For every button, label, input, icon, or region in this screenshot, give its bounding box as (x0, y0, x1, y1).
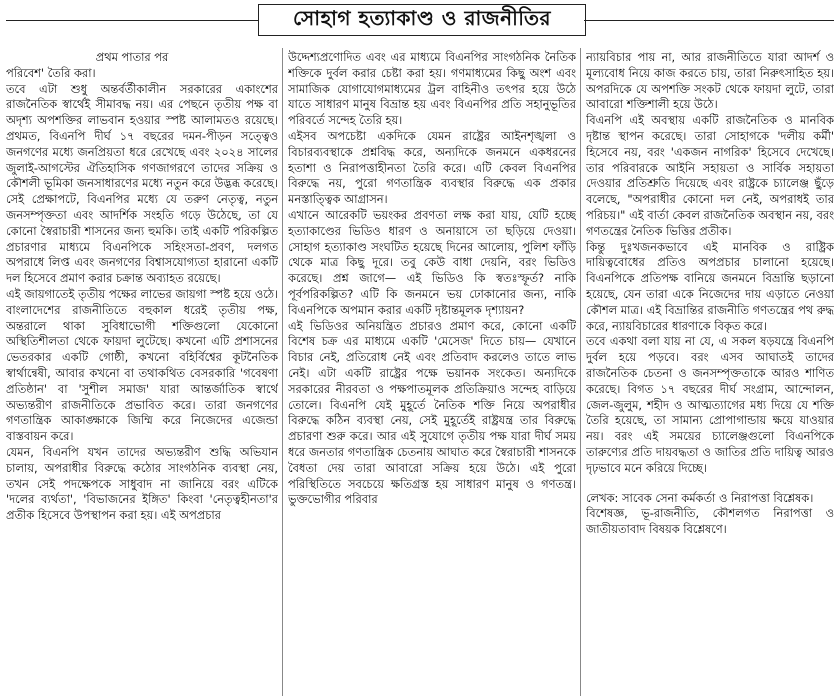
headline-banner (0, 4, 840, 38)
paragraph: উদ্দেশ্যপ্রণোদিত এবং এর মাধ্যমে বিএনপির সাংগঠনিক নৈতিক শক্তিকে দুর্বল করার চেষ্টা করা হয়। গণমাধ্যমের কিছু অংশ এবং সামাজিক যোগাযোগমাধ্যমের ট্রল বাহিনীও তৎপর হয়ে উঠে যাতে সাধারণ মানুষ বিভ্রান্ত হয় এবং বিএনপির প্রতি সহানুভূতির পরিবর্তে সন্দেহ তৈরি হয়। (288, 50, 576, 128)
headline-rule-right (584, 20, 834, 21)
paragraph: তবে একথা বলা যায় না যে, এ সকল ষড়যন্ত্রে বিএনপি দুর্বল হয়ে পড়বে। বরং এসব আঘাতই তাদের রাজনৈতিক চেতনা ও জনসম্পৃক্ততাকে আরও শাণিত করেছে। বিগত ১৭ বছরের দীর্ঘ সংগ্রাম, আন্দোলন, জেল-জুলুম, শহীদ ও আত্মত্যাগের মধ্য দিয়ে যে শক্তি তৈরি হয়েছে, তা সামান্য প্রোপাগান্ডায় ক্ষয়ে যাওয়ার নয়। বরং এই সময়ের চ্যালেঞ্জগুলো বিএনপিকে তারুণ্যের প্রতি দায়বদ্ধতা ও জাতির প্রতি দায়িত্ব আরও দৃঢ়ভাবে মনে করিয়ে দিচ্ছে। (586, 334, 834, 475)
paragraph: যেমন, বিএনপি যখন তাদের অভ্যন্তরীণ শুদ্ধি অভিযান চালায়, অপরাধীর বিরুদ্ধে কঠোর সাংগঠনিক ব্যবস্থা নেয়, তখন সেই পদক্ষেপকে সাধুবাদ না জানিয়ে বরং এটিকে 'দলের ব্যর্থতা', 'বিভাজনের ইঙ্গিত' কিংবা 'নেতৃত্বহীনতা'র প্রতীক হিসেবে উপস্থাপন করা হয়। এই অপপ্রচার (6, 444, 278, 523)
paragraph: কিন্তু দুঃখজনকভাবে এই মানবিক ও রাষ্ট্রিক দায়িত্ববোধের প্রতিও অপপ্রচার চালানো হয়েছে। বিএনপিকে প্রতিপক্ষ বানিয়ে জনমনে বিভ্রান্তি ছড়ানো হয়েছে, যেন তারা একে নিজেদের দায় এড়াতে নেওয়া কৌশল মাত্র। এই বিভ্রান্তির রাজনীতি গণতন্ত্রের পথ রুদ্ধ করে, ন্যায়বিচারের ধারণাকে বিকৃত করে। (586, 239, 834, 333)
headline-rule-left (6, 20, 258, 21)
paragraph: ন্যায়বিচার পায় না, আর রাজনীতিতে যারা আদর্শ ও মূল্যবোধ নিয়ে কাজ করতে চায়, তারা নিরুৎসাহিত হয়। অপরদিকে যে অপশক্তি সংকট থেকে ফায়দা লুটে, তারা আবারো শক্তিশালী হয়ে উঠে। (586, 50, 834, 112)
continued-from-label: প্রথম পাতার পর (95, 50, 169, 64)
author-byline: লেখক: সাবেক সেনা কর্মকর্তা ও নিরাপত্তা বিশ্লেষক। (586, 490, 814, 505)
article-column-2 (288, 50, 576, 696)
author-credentials: বিশেষজ্ঞ, ভূ-রাজনীতি, কৌশলগত নিরাপত্তা ও জাতীয়তাবাদ বিষয়ক বিশ্লেষণে। (586, 506, 834, 537)
paragraph: এই ভিডিওর অনিয়ন্ত্রিত প্রচারও প্রমাণ করে, কোনো একটি বিশেষ চক্র এর মাধ্যমে একটি 'মেসেজ' দিতে চায়— যেখানে বিচার নেই, প্রতিরোধ নেই এবং প্রতিবাদ করলেও তাতে লাভ নেই। এটা একটি রাষ্ট্রের পক্ষে ভয়ানক সংকেত। অন্যদিকে সরকারের নীরবতা ও পক্ষপাতমূলক প্রতিক্রিয়াও সন্দেহ বাড়িয়ে তোলে। বিএনপি যেই মুহূর্তে নৈতিক শক্তি নিয়ে অপরাধীর বিরুদ্ধে কঠিন ব্যবস্থা নেয়, সেই মুহূর্তেই রাষ্ট্রযন্ত্র তার বিরুদ্ধে প্রচারণা শুরু করে। আর এই সুযোগে তৃতীয় পক্ষ যারা দীর্ঘ সময় ধরে জনতার গণতান্ত্রিক চেতনায় আঘাত করে স্বৈরাচারী শাসনকে বৈধতা দেয় তারা আবারো সক্রিয় হয়ে উঠে। এই পুরো পরিস্থিতিতে সবচেয়ে ক্ষতিগ্রস্ত হয় সাধারণ মানুষ ও গণতন্ত্র। ভুক্তভোগীর পরিবার (288, 318, 576, 507)
paragraph: পরিবেশ' তৈরি করা। (6, 65, 96, 80)
headline-box (258, 4, 586, 36)
paragraph: এই জায়গাতেই তৃতীয় পক্ষের লাভের জায়গা স্পষ্ট হয়ে ওঠে। বাংলাদেশের রাজনীতিতে বহুকাল ধরেই তৃতীয় পক্ষ, অন্তরালে থাকা সুবিধাভোগী শক্তিগুলো যেকোনো অস্থিতিশীলতা থেকে ফায়দা লুটেছে। কখনো এটি প্রশাসনের ভেতরকার একটি গোষ্ঠী, কখনো বহির্বিশ্বের কূটনৈতিক স্বার্থান্বেষী, আবার কখনো বা তথাকথিত বেসরকারি 'গবেষণা প্রতিষ্ঠান' বা 'সুশীল সমাজ' যারা আন্তর্জাতিক স্বার্থে অভ্যন্তরীণ রাজনীতিকে প্রভাবিত করে। তারা জনগণের গণতান্ত্রিক আকাঙ্ক্ষাকে জিম্মি করে নিজেদের এজেন্ডা বাস্তবায়ন করে। (6, 286, 278, 444)
paragraph: এইসব অপচেষ্টা একদিকে যেমন রাষ্ট্রের আইনশৃঙ্খলা ও বিচারব্যবস্থাকে প্রশ্নবিদ্ধ করে, অন্যদিকে জনমনে একধরনের হতাশা ও নিরাপত্তাহীনতা তৈরি করে। এটি কেবল বিএনপির বিরুদ্ধে নয়, পুরো গণতান্ত্রিক ব্যবস্থার বিরুদ্ধে এক প্রকার মনস্তাত্ত্বিক আগ্রাসন। (288, 128, 576, 207)
column-divider (580, 48, 581, 696)
paragraph: তবে এটা শুধু অন্তর্বর্তীকালীন সরকারের একাংশের রাজনৈতিক স্বার্থেই সীমাবদ্ধ নয়। এর পেছনে তৃতীয় পক্ষ বা অদৃশ্য অপশক্তির লাভবান হওয়ার স্পষ্ট আলামতও রয়েছে। প্রথমত, বিএনপি দীর্ঘ ১৭ বছরের দমন-পীড়ন সত্ত্বেও জনগণের মধ্যে জনপ্রিয়তা ধরে রেখেছে এবং ২০২৪ সালের জুলাই-আগস্টের ঐতিহাসিক গণজাগরণে তাদের সক্রিয় ও কৌশলী ভূমিকা জনসাধারণের মধ্যে নতুন করে উদ্ভব্ধ করেছে। সেই প্রেক্ষাপটে, বিএনপির মধ্যে যে তরুণ নেতৃত্ব, নতুন জনসম্পৃক্ততা এবং আদর্শিক সংহতি গড়ে উঠেছে, তা যে কোনো স্বৈরাচারী শাসনের জন্য হুমকি। তাই একটি পরিকল্পিত প্রচারণার মাধ্যমে বিএনপিকে সহিংসতা-প্রবণ, দলগত অপরাধে লিপ্ত এবং জনগণের বিশ্বাসযোগ্যতা হারানো একটি দল হিসেবে প্রমাণ করার চক্রান্ত অব্যাহত রয়েছে। (6, 81, 278, 286)
column-divider (282, 48, 283, 696)
paragraph: বিএনপি এই অবস্থায় একটি রাজনৈতিক ও মানবিক দৃষ্টান্ত স্থাপন করেছে। তারা সোহাগকে 'দলীয় কর্মী' হিসেবে নয়, বরং 'একজন নাগরিক' হিসেবে দেখেছে। তার পরিবারকে আইনি সহায়তা ও সার্বিক সহায়তা দেওয়ার প্রতিশ্রুতি দিয়েছে এবং রাষ্ট্রকে চ্যালেঞ্জ ছুঁড়ে বলেছে, "অপরাধীর কোনো দল নেই, অপরাধই তার পরিচয়।" এই বার্তা কেবল রাজনৈতিক অবস্থান নয়, বরং গণতন্ত্রের নৈতিক ভিত্তির প্রতীক। (586, 113, 834, 238)
article-column-3 (586, 50, 834, 696)
paragraph: এখানে আরেকটি ভয়ংকর প্রবণতা লক্ষ করা যায়, যেটি হচ্ছে হত্যাকাণ্ডের ভিডিও ধারণ ও অনায়াসে তা ছড়িয়ে দেওয়া। সোহাগ হত্যাকাণ্ড সংঘটিত হয়েছে দিনের আলোয়, পুলিশ ফাঁড়ি থেকে মাত্র কিছু দূরে। তবু কেউ বাধা দেয়নি, বরং ভিডিও করেছে। প্রশ্ন জাগে— এই ভিডিও কি স্বতঃস্ফূর্ত? নাকি পূর্বপরিকল্পিত? এটি কি জনমনে ভয় ঢোকানোর জন্য, নাকি বিএনপিকে অপমান করার একটি দৃষ্টান্তমূলক দৃশ্যায়ন? (288, 207, 576, 317)
article-title: সোহাগ হত্যাকাণ্ড ও রাজনীতির (292, 5, 552, 30)
article-column-1 (6, 50, 278, 696)
